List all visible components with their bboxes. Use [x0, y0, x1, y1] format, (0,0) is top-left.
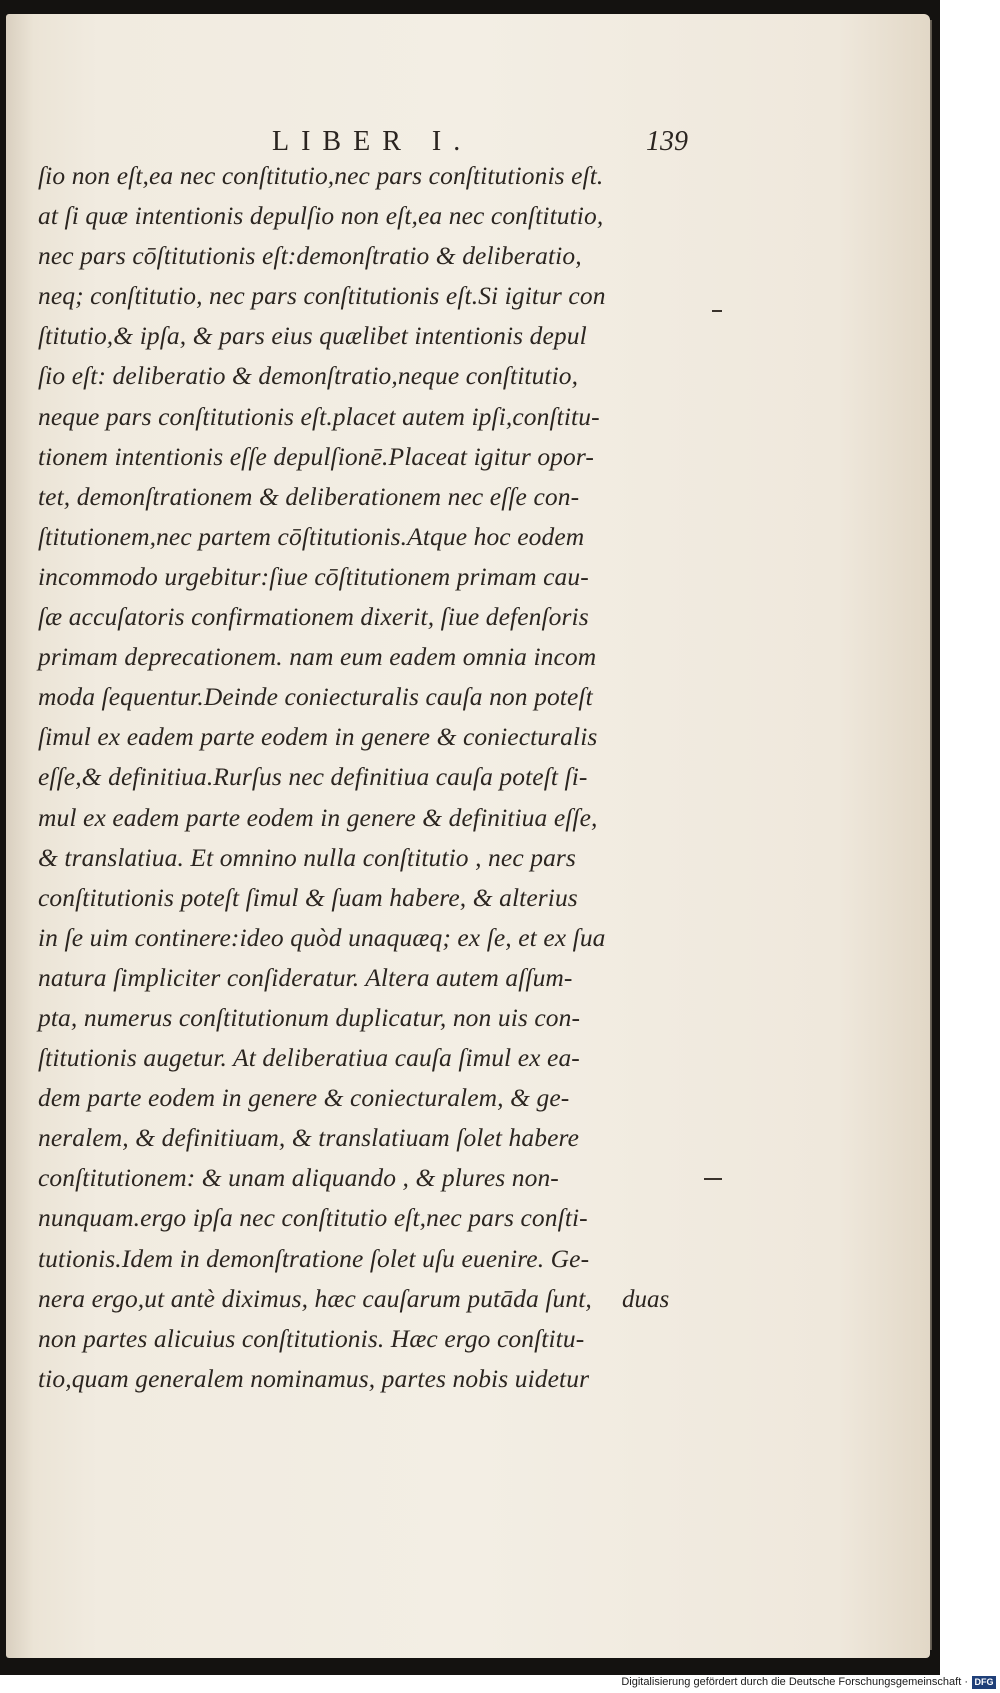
- text-line: natura ſimpliciter conſideratur. Altera autem aſſum-: [38, 962, 573, 992]
- funding-credit: Digitalisierung gefördert durch die Deutsche Forschungsgemeinschaft ·: [621, 1676, 968, 1688]
- book-page: [6, 14, 930, 1658]
- text-line: tio,quam generalem nominamus, partes nobis uidetur: [38, 1363, 590, 1393]
- text-line: tionem intentionis eſſe depulſionē.Placeat igitur opor-: [38, 441, 594, 471]
- text-line: neralem, & definitiuam, & translatiuam ſolet habere: [38, 1123, 580, 1153]
- text-line: ſtitutionem,nec partem cōſtitutionis.Atque hoc eodem: [38, 521, 585, 551]
- text-line: in ſe uim continere:ideo quòd unaquæq; ex ſe, et ex ſua: [38, 922, 606, 952]
- text-line: conſtitutionem: & unam aliquando , & plures non-: [38, 1163, 559, 1193]
- dfg-logo-icon: DFG: [972, 1676, 996, 1689]
- text-line: ſio non eſt,ea nec conſtitutio,nec pars conſtitutionis eſt.: [38, 161, 604, 190]
- text-line: at ſi quæ intentionis depulſio non eſt,ea nec conſtitutio,: [38, 201, 604, 231]
- running-title: LIBER I.: [272, 126, 473, 157]
- text-line: & translatiua. Et omnino nulla conſtitutio , nec pars: [38, 842, 576, 872]
- text-line: tet, demonſtrationem & deliberationem nec eſſe con-: [38, 481, 580, 511]
- margin-mark: [704, 1178, 722, 1180]
- text-line: incommodo urgebitur:ſiue cōſtitutionem primam cau-: [38, 561, 589, 591]
- text-line: ſtitutio,& ipſa, & pars eius quælibet intentionis depul: [38, 321, 587, 351]
- text-line: nera ergo,ut antè diximus, hæc cauſarum putāda ſunt,: [38, 1283, 592, 1313]
- text-line: conſtitutionis poteſt ſimul & ſuam habere, & alterius: [38, 882, 578, 912]
- text-line: moda ſequentur.Deinde coniecturalis cauſa non poteſt: [38, 682, 593, 712]
- body-text: [38, 156, 708, 1399]
- catchword: duas: [622, 1286, 670, 1313]
- text-line: ſæ accuſatoris confirmationem dixerit, ſiue defenſoris: [38, 602, 589, 632]
- text-line: primam deprecationem. nam eum eadem omnia incom: [38, 642, 597, 672]
- page-number: 139: [646, 126, 688, 157]
- text-line: neq; conſtitutio, nec pars conſtitutionis eſt.Si igitur con: [38, 281, 606, 311]
- text-line: non partes alicuius conſtitutionis. Hæc ergo conſtitu-: [38, 1323, 585, 1353]
- text-line: ſio eſt: deliberatio & demonſtratio,neque conſtitutio,: [38, 361, 579, 391]
- text-line: mul ex eadem parte eodem in genere & definitiua eſſe,: [38, 802, 598, 832]
- text-line: tutionis.Idem in demonſtratione ſolet uſu euenire. Ge-: [38, 1243, 590, 1273]
- margin-mark: [712, 310, 722, 312]
- text-line: neque pars conſtitutionis eſt.placet autem ipſi,conſtitu-: [38, 401, 600, 431]
- text-line: nec pars cōſtitutionis eſt:demonſtratio & deliberatio,: [38, 241, 582, 271]
- text-line: ſtitutionis augetur. At deliberatiua cauſa ſimul ex ea-: [38, 1043, 580, 1073]
- text-line: eſſe,& definitiua.Rurſus nec definitiua cauſa poteſt ſi-: [38, 762, 588, 792]
- text-line: dem parte eodem in genere & coniecturalem, & ge-: [38, 1083, 570, 1113]
- text-line: ſimul ex eadem parte eodem in genere & coniecturalis: [38, 722, 598, 752]
- text-line: pta, numerus conſtitutionum duplicatur, non uis con-: [38, 1002, 581, 1032]
- text-line: nunquam.ergo ipſa nec conſtitutio eſt,nec pars conſti-: [38, 1203, 588, 1233]
